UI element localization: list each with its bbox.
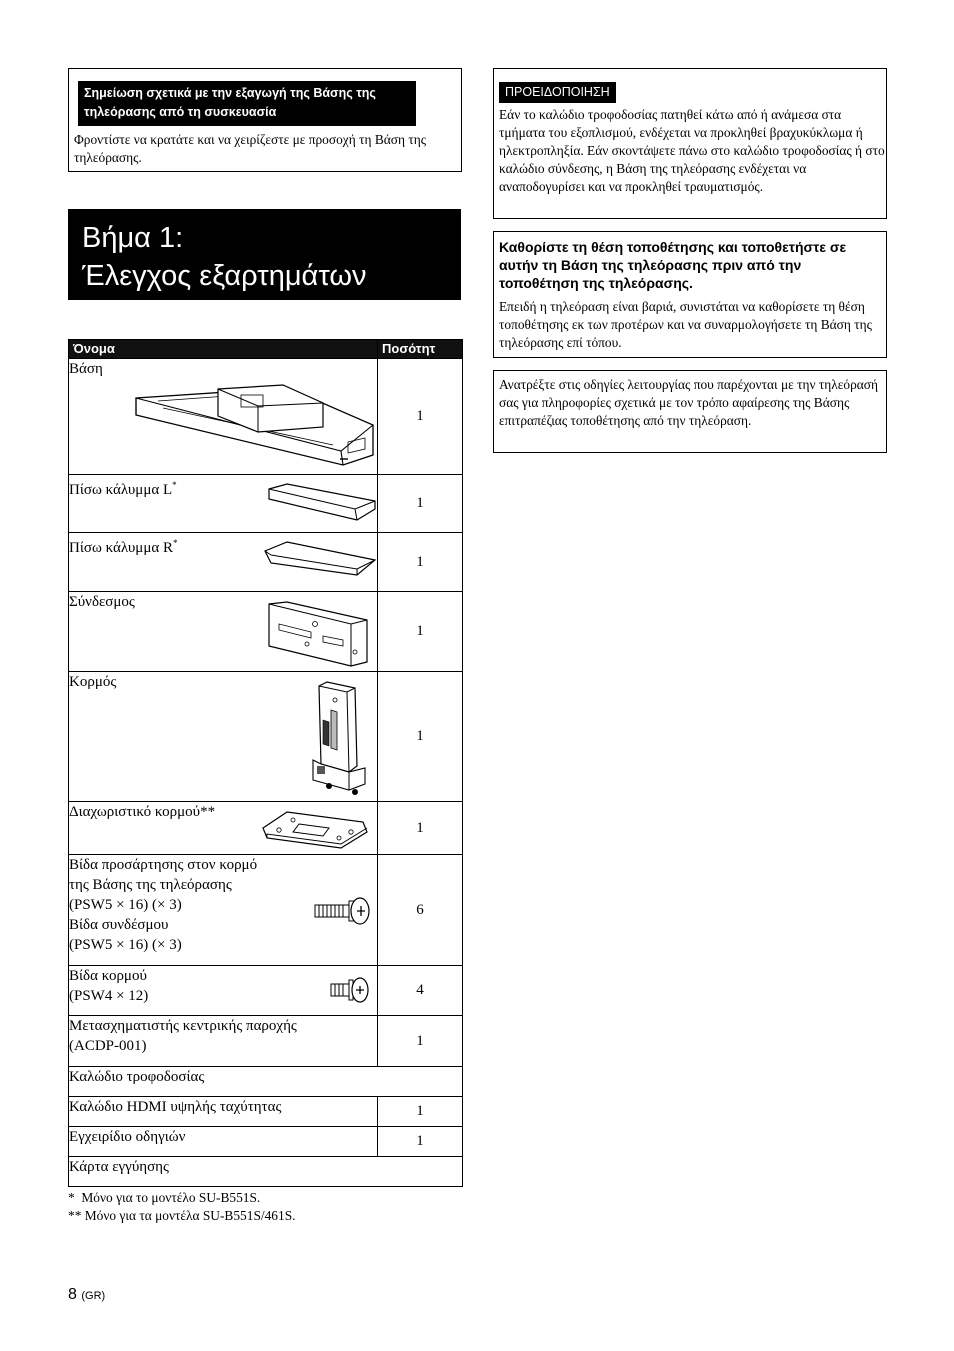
- footnote: * Μόνο για το μοντέλο SU-B551S.: [68, 1190, 261, 1205]
- part-name-cell: [69, 855, 378, 966]
- part-name-line: (PSW5 × 16) (× 3): [69, 897, 182, 913]
- part-name: Κορμός: [69, 674, 117, 690]
- part-name-cell: [69, 475, 378, 533]
- part-quantity: 1: [378, 672, 463, 802]
- stand-base-icon: [133, 381, 377, 467]
- short-screw-icon: [329, 974, 371, 1006]
- table-row: [69, 802, 463, 855]
- parts-table: [68, 339, 463, 1187]
- part-name: Διαχωριστικό κορμού**: [69, 804, 216, 820]
- part-name-cell: [69, 359, 378, 475]
- unpacking-note-title: Σημείωση σχετικά με την εξαγωγή της Βάσης της τηλεόρασης από τη συσκευασία: [78, 81, 416, 126]
- part-name-line: (PSW4 × 12): [69, 988, 149, 1004]
- table-header: [69, 340, 463, 359]
- footnote: ** Μόνο για τα μοντέλα SU-B551S/461S.: [68, 1208, 296, 1223]
- part-name-cell: [69, 1016, 378, 1067]
- placement-box: [493, 231, 887, 358]
- table-row: [69, 1097, 463, 1127]
- part-name-line: Βίδα προσάρτησης στον κορμό: [69, 857, 258, 873]
- warning-body: Εάν το καλώδιο τροφοδοσίας πατηθεί κάτω από ή ανάμεσα στα τμήματα του εξοπλισμού, ενδέχεται να προκληθεί βραχυκύκλωμα ή ηλεκτροπληξία. Εάν σκοντάψετε πάνω στο καλώδιο τροφοδοσίας ή στο καλώδιο σύνδεσης, η Βάση της τηλεόρασης ενδέχεται να αναποδογυρίσει και να προκληθεί τραυματισμός.: [499, 107, 885, 194]
- part-quantity: 1: [378, 533, 463, 592]
- refer-box: [493, 370, 887, 453]
- table-row: [69, 672, 463, 802]
- long-screw-icon: [313, 895, 371, 927]
- part-name-footnote-mark: *: [173, 538, 178, 548]
- step-heading: [68, 209, 461, 300]
- table-row: [69, 533, 463, 592]
- placement-title: Καθορίστε τη θέση τοποθέτησης και τοποθετήστε σε αυτήν τη Βάση της τηλεόρασης πριν από την τοποθέτηση της τηλεόρασης.: [499, 239, 847, 291]
- step-number: Βήμα 1:: [82, 222, 184, 254]
- part-quantity: 4: [378, 966, 463, 1016]
- part-name-cell: [69, 1157, 463, 1187]
- part-name-footnote-mark: *: [172, 480, 177, 490]
- unpacking-note-box: [68, 68, 462, 172]
- warning-box: [493, 68, 887, 219]
- part-name: Πίσω κάλυμμα L: [69, 482, 173, 498]
- page-number-value: 8: [68, 1286, 77, 1303]
- part-quantity: 1: [378, 1127, 463, 1157]
- column-header-name: Όνομα: [69, 340, 378, 359]
- part-name: Βάση: [69, 361, 103, 377]
- rear-cover-r-icon: [261, 537, 377, 581]
- part-name-line: Βίδα συνδέσμου: [69, 917, 169, 933]
- table-row: [69, 1016, 463, 1067]
- table-row: [69, 1157, 463, 1187]
- page-language: (GR): [81, 1290, 106, 1302]
- table-row: [69, 1067, 463, 1097]
- table-row: [69, 475, 463, 533]
- part-name-cell: [69, 672, 378, 802]
- part-name-cell: [69, 1127, 378, 1157]
- part-quantity: 1: [378, 475, 463, 533]
- part-name-line: της Βάσης της τηλεόρασης: [69, 877, 232, 893]
- column-header-quantity: Ποσότητ: [378, 340, 463, 359]
- part-name-cell: [69, 966, 378, 1016]
- table-row: [69, 966, 463, 1016]
- part-name: Εγχειρίδιο οδηγιών: [69, 1129, 186, 1145]
- connector-bracket-icon: [263, 600, 371, 668]
- part-name-cell: [69, 533, 378, 592]
- part-name-cell: [69, 1097, 378, 1127]
- part-quantity: 6: [378, 855, 463, 966]
- neck-spacer-icon: [259, 808, 371, 850]
- part-quantity: 1: [378, 1097, 463, 1127]
- part-name-line: Μετασχηματιστής κεντρικής παροχής: [69, 1018, 297, 1034]
- part-quantity: 1: [378, 802, 463, 855]
- part-name-line: Βίδα κορμού: [69, 968, 147, 984]
- part-name: Κάρτα εγγύησης: [69, 1159, 169, 1175]
- part-name: Σύνδεσμος: [69, 594, 135, 610]
- unpacking-note-body: Φροντίστε να κρατάτε και να χειρίζεστε με προσοχή τη Βάση της τηλεόρασης.: [74, 132, 427, 165]
- part-name-cell: [69, 592, 378, 672]
- refer-body: Ανατρέξτε στις οδηγίες λειτουργίας που παρέχονται με την τηλεόρασή σας για πληροφορίες σχετικά με τον τρόπο αφαίρεσης της Βάσης επιτραπέζιας τοποθέτησης από την τηλεόραση.: [499, 377, 879, 428]
- page-number: [68, 1286, 105, 1304]
- part-quantity: 1: [378, 592, 463, 672]
- table-row: [69, 592, 463, 672]
- part-quantity: 1: [378, 1016, 463, 1067]
- part-name: Καλώδιο HDMI υψηλής ταχύτητας: [69, 1099, 282, 1115]
- table-row: [69, 359, 463, 475]
- part-name-cell: [69, 802, 378, 855]
- table-row: [69, 855, 463, 966]
- neck-pillar-icon: [307, 680, 369, 800]
- part-name-line: (ACDP-001): [69, 1038, 147, 1054]
- rear-cover-l-icon: [265, 481, 377, 523]
- part-name: Καλώδιο τροφοδοσίας: [69, 1069, 205, 1085]
- placement-body: Επειδή η τηλεόραση είναι βαριά, συνιστάται να καθορίσετε τη θέση τοποθέτησης εκ των προτέρων και να συναρμολογήσετε τη Βάση της τηλεόρασης επί τόπου.: [499, 299, 872, 350]
- table-row: [69, 1127, 463, 1157]
- part-quantity: 1: [378, 359, 463, 475]
- warning-title: ΠΡΟΕΙΔΟΠΟΙΗΣΗ: [499, 82, 616, 103]
- part-name-line: (PSW5 × 16) (× 3): [69, 937, 182, 953]
- step-title: Έλεγχος εξαρτημάτων: [82, 260, 367, 292]
- part-name-cell: [69, 1067, 463, 1097]
- part-name: Πίσω κάλυμμα R: [69, 540, 173, 556]
